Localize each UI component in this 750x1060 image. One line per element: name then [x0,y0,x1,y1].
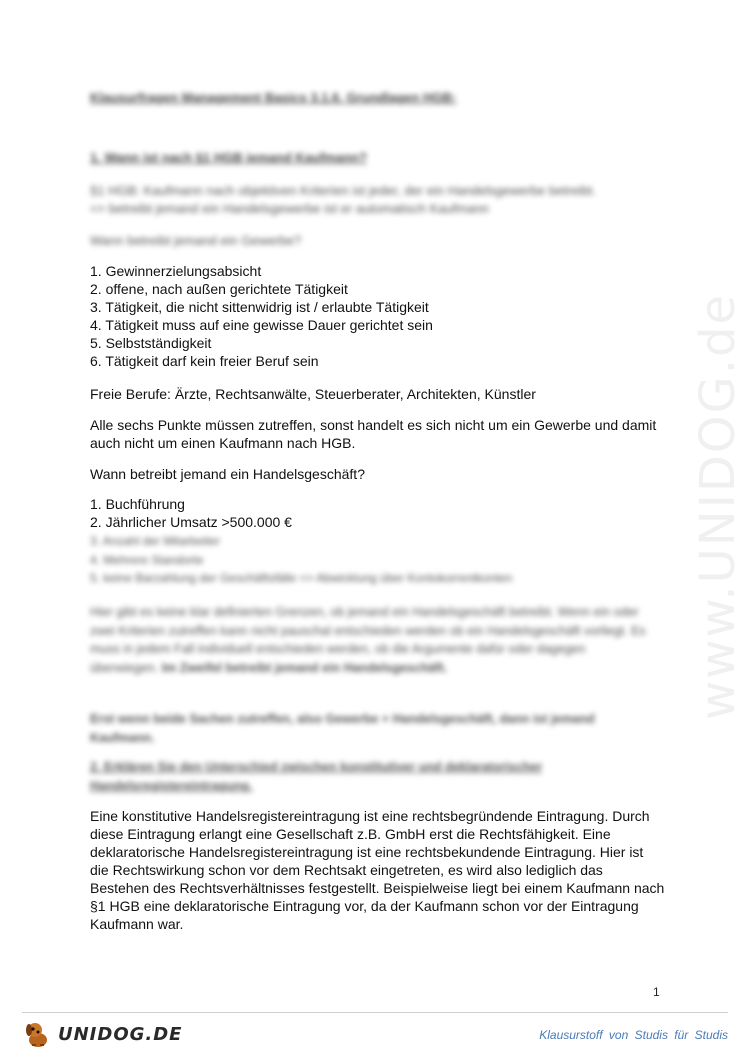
dog-mascot-icon [22,1018,54,1050]
footer-tagline: Klausurstoff von Studis für Studis [539,1028,728,1042]
list-item: 1. Buchführung [90,496,185,512]
question-1-answer-line-2: => betreibt jemand ein Handelsgewerbe ist er automatisch Kaufmann [90,201,489,216]
list-item: 4. Mehrere Standorte [90,552,204,567]
list-item: 3. Anzahl der Mitarbeiter [90,534,221,548]
alle-sechs-paragraph: Alle sechs Punkte müssen zutreffen, sonst handelt es sich nicht um ein Gewerbe und damit auch nicht um einen Kaufmann nach HGB. [90,417,657,451]
blurred-paragraph [90,603,655,677]
list-item: 3. Tätigkeit, die nicht sittenwidrig ist / erlaubte Tätigkeit [90,299,429,315]
footer-divider [22,1012,728,1013]
handelsgeschaeft-question: Wann betreibt jemand ein Handelsgeschäft? [90,466,365,482]
document-title: Klausurfragen Management Basics 3.1.6. Grundlagen HGB: [90,90,457,105]
gewerbe-question: Wann betreibt jemand ein Gewerbe? [90,233,302,248]
blurred-paragraph-text: Hier gibt es keine klar definierten Grenzen, ob jemand ein Handelsgeschäft betreibt. Wenn ein oder zwei Kriterien zutreffen kann nicht pauschal entschieden werden ob ein Handelsgeschäft vorliegt. Es muss in jedem Fall individuell entschieden werden, ob die Argumente dafür oder dagegen überwiegen. [90,605,646,675]
list-item: 6. Tätigkeit darf kein freier Beruf sein [90,353,319,369]
question-2-answer: Eine konstitutive Handelsregistereintragung ist eine rechtsbegründende Eintragung. Durch diese Eintragung erlangt eine Gesellschaft z.B. GmbH erst die Rechtsfähigkeit. Eine deklaratorische Handelsregistereintragung ist eine rechtsbekundende Eintragung. Hier ist die Rechtswirkung schon vor dem Rechtsakt eingetreten, es wird also lediglich das Bestehen des Rechtsverhältnisses festgestellt. Beispielweise liegt bei einem Kaufmann nach §1 HGB eine deklaratorische Eintragung vor, da der Kaufmann schon vor der Eintragung Kaufmann war. [90,808,665,932]
freie-berufe-paragraph: Freie Berufe: Ärzte, Rechtsanwälte, Steuerberater, Architekten, Künstler [90,386,536,402]
logo-text: UNIDOG.DE [58,1023,183,1045]
list-item: 2. Jährlicher Umsatz >500.000 € [90,514,292,530]
watermark: www.UNIDOG.de [690,292,746,720]
page-number: 1 [653,985,660,999]
list-item: 2. offene, nach außen gerichtete Tätigkeit [90,281,348,297]
blurred-paragraph-bold: Im Zweifel betreibt jemand ein Handelsgeschäft. [161,660,448,675]
question-1-heading: 1. Wann ist nach §1 HGB jemand Kaufmann? [90,150,367,165]
question-1-answer-line-1: §1 HGB: Kaufmann nach objektiven Kriterien ist jeder, der ein Handelsgewerbe betreibt. [90,183,596,198]
list-item: 5. Selbstständigkeit [90,335,212,351]
list-item: 5. keine Barzahlung der Geschäftsfälle => Abwicklung über Kontokorrentkonten [90,571,513,585]
blurred-conclusion: Erst wenn beide Sachen zutreffen, also Gewerbe + Handelsgeschäft, dann ist jemand Kaufmann. [90,712,595,745]
list-item: 4. Tätigkeit muss auf eine gewisse Dauer gerichtet sein [90,317,433,333]
list-item: 1. Gewinnerzielungsabsicht [90,263,262,279]
gewerbe-criteria-list [90,262,433,370]
footer-logo [22,1018,182,1050]
handelsgeschaeft-criteria-list [90,495,292,531]
question-2-heading: 2. Erklären Sie den Unterschied zwischen konstitutiver und deklaratorischer Handelsregistereintragung. [90,760,543,793]
handelsgeschaeft-criteria-list-blurred [90,532,512,588]
